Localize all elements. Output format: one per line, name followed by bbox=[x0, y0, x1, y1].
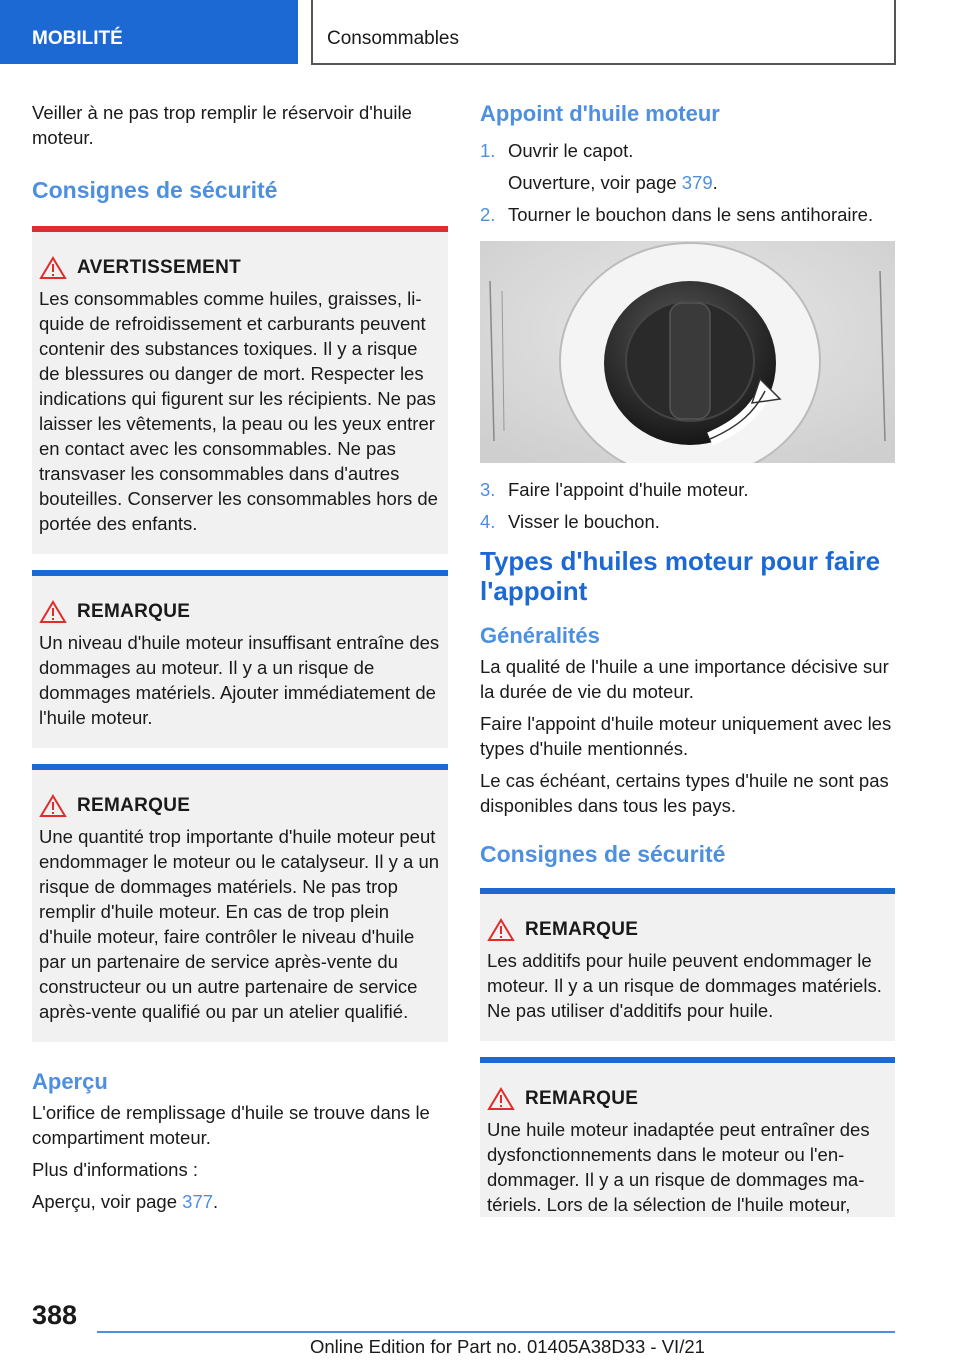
general-heading: Généralités bbox=[480, 623, 600, 648]
topup-steps-a bbox=[480, 138, 895, 163]
right-column bbox=[480, 100, 895, 1233]
hood-page-link[interactable]: 379 bbox=[681, 172, 713, 193]
step-text: Visser le bouchon. bbox=[508, 511, 660, 532]
intro-text: Veiller à ne pas trop remplir le réservoir d'huile moteur. bbox=[32, 102, 412, 148]
notice-triangle-icon bbox=[39, 794, 67, 818]
section-label: MOBILITÉ bbox=[32, 28, 123, 49]
step-number: 1. bbox=[480, 140, 496, 161]
warning-header bbox=[39, 256, 440, 280]
topup-steps-b bbox=[480, 202, 895, 227]
notice-title-1: REMARQUE bbox=[77, 601, 191, 622]
overview-ref-prefix: Aperçu, voir page bbox=[32, 1191, 183, 1212]
chapter-label: Consommables bbox=[327, 28, 459, 49]
more-info-text: Plus d'informations : bbox=[32, 1159, 198, 1180]
notice-box-2 bbox=[32, 764, 448, 1042]
overview-reference bbox=[32, 1189, 448, 1214]
step-number: 2. bbox=[480, 204, 496, 225]
oil-types-heading: Types d'huiles moteur pour faire l'appoint bbox=[480, 546, 881, 606]
chapter-tab bbox=[311, 0, 896, 65]
step1-sub-suffix: . bbox=[712, 172, 718, 193]
warning-title: AVERTISSEMENT bbox=[77, 257, 242, 278]
notice-header-4 bbox=[487, 1087, 887, 1111]
notice-triangle-icon bbox=[39, 600, 67, 624]
edition-text: Online Edition for Part no. 01405A38D33 - VI/21 bbox=[310, 1336, 705, 1357]
notice-text-2: Une quantité trop importante d'huile moteur peut endommager le moteur ou le catalyseur. Il y a un risque de dommages matériels. Ne pas trop remplir d'huile moteur. En cas de trop plein d'huile moteur, faire contrôler le niveau d'huile par un partenaire de service après-vente du constructeur ou un autre partenaire de service après-vente qualifié ou par un atelier qualifié. bbox=[39, 826, 440, 1022]
left-column bbox=[32, 100, 448, 1221]
notice-text-4: Une huile moteur inadaptée peut entraîner des dysfonctionnements dans le moteur ou l'endommager. Il y a un risque de dommages matériels. Lors de la sélection de l'huile moteur, bbox=[487, 1119, 870, 1215]
notice-title-3: REMARQUE bbox=[525, 919, 639, 940]
step-item-3 bbox=[480, 477, 895, 502]
step-item-4 bbox=[480, 509, 895, 534]
step-item-1 bbox=[480, 138, 895, 163]
topup-heading: Appoint d'huile moteur bbox=[480, 101, 720, 126]
notice-title-4: REMARQUE bbox=[525, 1088, 639, 1109]
notice-text-3: Les additifs pour huile peuvent endommager le moteur. Il y a un risque de dommages matériels. Ne pas utiliser d'additifs pour huile. bbox=[487, 950, 882, 1021]
notice-box-1 bbox=[32, 570, 448, 748]
footer-divider bbox=[97, 1331, 895, 1333]
step1-subtext bbox=[480, 170, 895, 195]
notice-header-3 bbox=[487, 918, 887, 942]
overview-page-link[interactable]: 377 bbox=[182, 1191, 214, 1212]
warning-text: Les consommables comme huiles, graisses, liquide de refroidissement et carburants peuvent contenir des substances toxiques. Il y a risque de blessures ou danger de mort. Respecter les indications qui figurent sur les récipients. Ne pas laisser les vêtements, la peau ou les yeux entrer en contact avec les consommables. Ne pas transvaser les consommables dans d'autres bouteilles. Conserver les consommables hors de portée des enfants. bbox=[39, 288, 438, 534]
step1-sub-prefix: Ouverture, voir page bbox=[508, 172, 682, 193]
notice-header-1 bbox=[39, 600, 440, 624]
step-text: Faire l'appoint d'huile moteur. bbox=[508, 479, 749, 500]
overview-ref-suffix: . bbox=[213, 1191, 219, 1212]
step-text: Ouvrir le capot. bbox=[508, 140, 634, 161]
notice-title-2: REMARQUE bbox=[77, 795, 191, 816]
notice-triangle-icon bbox=[487, 1087, 515, 1111]
topup-steps-c bbox=[480, 477, 895, 534]
general-text-1: La qualité de l'huile a une importance décisive sur la durée de vie du moteur. bbox=[480, 656, 889, 702]
notice-box-4 bbox=[480, 1057, 895, 1217]
step-number: 3. bbox=[480, 479, 496, 500]
general-text-2: Faire l'appoint d'huile moteur uniquement avec les types d'huile mentionnés. bbox=[480, 713, 892, 759]
notice-box-3 bbox=[480, 888, 895, 1041]
page-number: 388 bbox=[32, 1300, 78, 1330]
overview-heading: Aperçu bbox=[32, 1069, 108, 1094]
overview-text: L'orifice de remplissage d'huile se trouve dans le compartiment moteur. bbox=[32, 1102, 430, 1148]
step-text: Tourner le bouchon dans le sens antihoraire. bbox=[508, 204, 874, 225]
section-tab[interactable] bbox=[0, 0, 298, 64]
general-text-3: Le cas échéant, certains types d'huile ne sont pas disponibles dans tous les pays. bbox=[480, 770, 889, 816]
oil-cap-illustration bbox=[480, 241, 895, 463]
step-number: 4. bbox=[480, 511, 496, 532]
step-item-2 bbox=[480, 202, 895, 227]
warning-box bbox=[32, 226, 448, 554]
notice-triangle-icon bbox=[487, 918, 515, 942]
notice-header-2 bbox=[39, 794, 440, 818]
warning-triangle-icon bbox=[39, 256, 67, 280]
safety-heading: Consignes de sécurité bbox=[32, 177, 278, 203]
notice-text-1: Un niveau d'huile moteur insuffisant entraîne des dommages au moteur. Il y a un risque de dommages matériels. Ajouter immédiatement de l'huile moteur. bbox=[39, 632, 440, 728]
safety-heading-right: Consignes de sécurité bbox=[480, 841, 726, 867]
